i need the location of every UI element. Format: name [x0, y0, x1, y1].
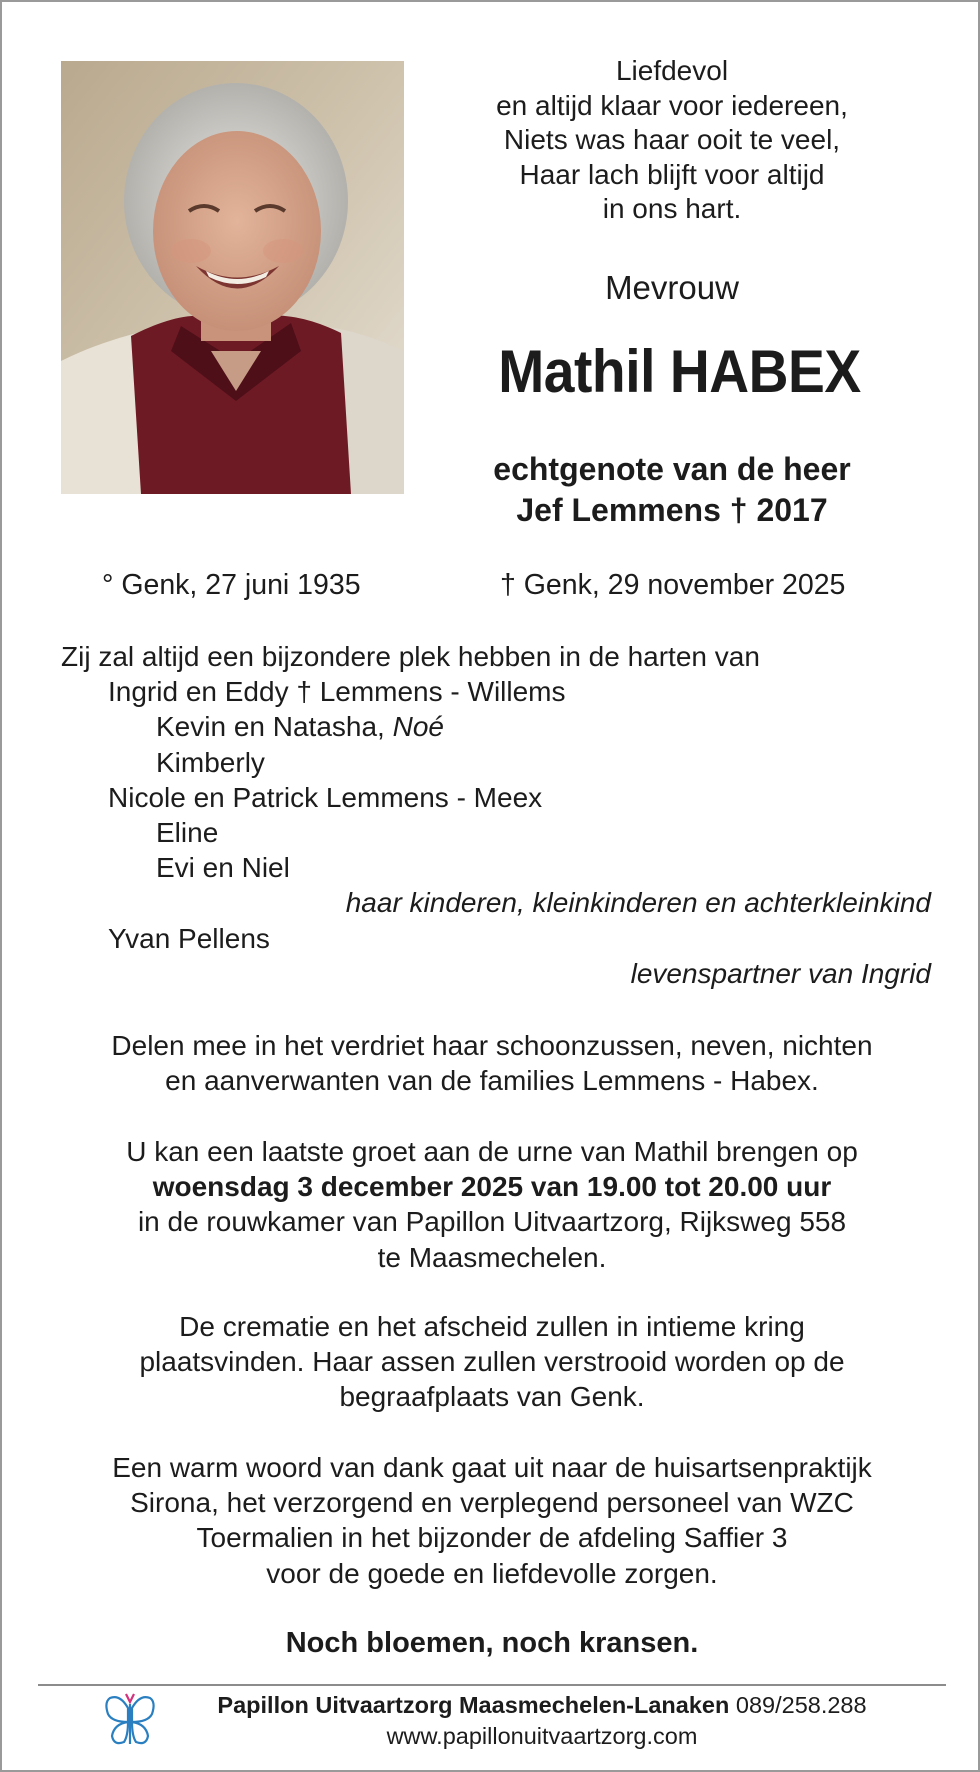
text-line: plaatsvinden. Haar assen zullen verstrooid worden op de: [139, 1346, 845, 1378]
text-line: in de rouwkamer van Papillon Uitvaartzorg, Rijksweg 558: [137, 1206, 847, 1238]
text-line: U kan een laatste groet aan de urne van Mathil brengen op: [126, 1136, 858, 1167]
text-line: De crematie en het afscheid zullen in intieme kring: [179, 1311, 805, 1342]
text-line: Een warm woord van dank gaat uit naar de huisartsenpraktijk: [112, 1452, 872, 1483]
funeral-home-name: Papillon Uitvaartzorg Maasmechelen-Lanaken: [217, 1692, 730, 1718]
sharing-paragraph: [42, 1028, 942, 1098]
funeral-home-phone: 089/258.288: [735, 1692, 867, 1718]
butterfly-logo-icon: [98, 1688, 162, 1752]
poem-line: in ons hart.: [602, 193, 742, 224]
family-relation: haar kinderen, kleinkinderen en achterkleinkind: [345, 887, 931, 919]
poem-line: en altijd klaar voor iedereen,: [496, 89, 848, 121]
poem-line: Liefdevol: [615, 55, 729, 86]
text-line: Delen mee in het verdriet haar schoonzussen, neven, nichten: [111, 1030, 873, 1061]
family-intro: Zij zal altijd een bijzondere plek hebben in de harten van: [61, 641, 760, 672]
text-line: Sirona, het verzorgend en verplegend personeel van WZC: [130, 1487, 854, 1519]
family-member: [61, 709, 931, 744]
family-member-name: Kevin en Natasha,: [156, 711, 393, 743]
funeral-home-website: www.papillonuitvaartzorg.com: [386, 1723, 698, 1749]
birth-date: ° Genk, 27 juni 1935: [102, 569, 361, 601]
cremation-paragraph: [42, 1309, 942, 1415]
portrait-photo: [61, 61, 404, 494]
text-line: voor de goede en liefdevolle zorgen.: [266, 1557, 718, 1589]
family-member: Yvan Pellens: [108, 922, 270, 954]
thanks-paragraph: [42, 1450, 942, 1591]
footer-divider: [38, 1684, 946, 1686]
death-date: † Genk, 29 november 2025: [500, 569, 846, 601]
funeral-home-footer: [187, 1690, 897, 1752]
family-list: [61, 639, 931, 991]
text-line: en aanverwanten van de families Lemmens - Habex.: [165, 1065, 819, 1097]
spouse-line: Jef Lemmens † 2017: [516, 492, 828, 528]
poem-line: Haar lach blijft voor altijd: [519, 158, 825, 190]
family-member: Ingrid en Eddy † Lemmens - Willems: [108, 676, 566, 708]
spouse-info: [442, 449, 902, 531]
poem-line: Niets was haar ooit te veel,: [503, 124, 841, 155]
deceased-name: Mathil HABEX: [498, 338, 861, 405]
family-member: Nicole en Patrick Lemmens - Meex: [108, 781, 543, 813]
poem: [462, 54, 882, 227]
family-member: Eline: [156, 817, 219, 849]
spouse-line: echtgenote van de heer: [493, 451, 851, 487]
visitation-datetime: woensdag 3 december 2025 van 19.00 tot 20.00 uur: [152, 1171, 832, 1203]
family-member: Evi en Niel: [156, 852, 290, 884]
text-line: begraafplaats van Genk.: [339, 1381, 645, 1413]
closing-note: Noch bloemen, noch kransen.: [285, 1627, 699, 1659]
footer-company-line: [187, 1690, 897, 1721]
family-member-child: Noé: [392, 711, 444, 743]
family-relation: levenspartner van Ingrid: [630, 957, 931, 989]
text-line: te Maasmechelen.: [377, 1241, 607, 1273]
honorific-title: Mevrouw: [605, 269, 739, 306]
text-line: Toermalien in het bijzonder de afdeling Saffier 3: [196, 1522, 788, 1554]
visitation-paragraph: [42, 1134, 942, 1275]
family-member: Kimberly: [156, 746, 265, 778]
